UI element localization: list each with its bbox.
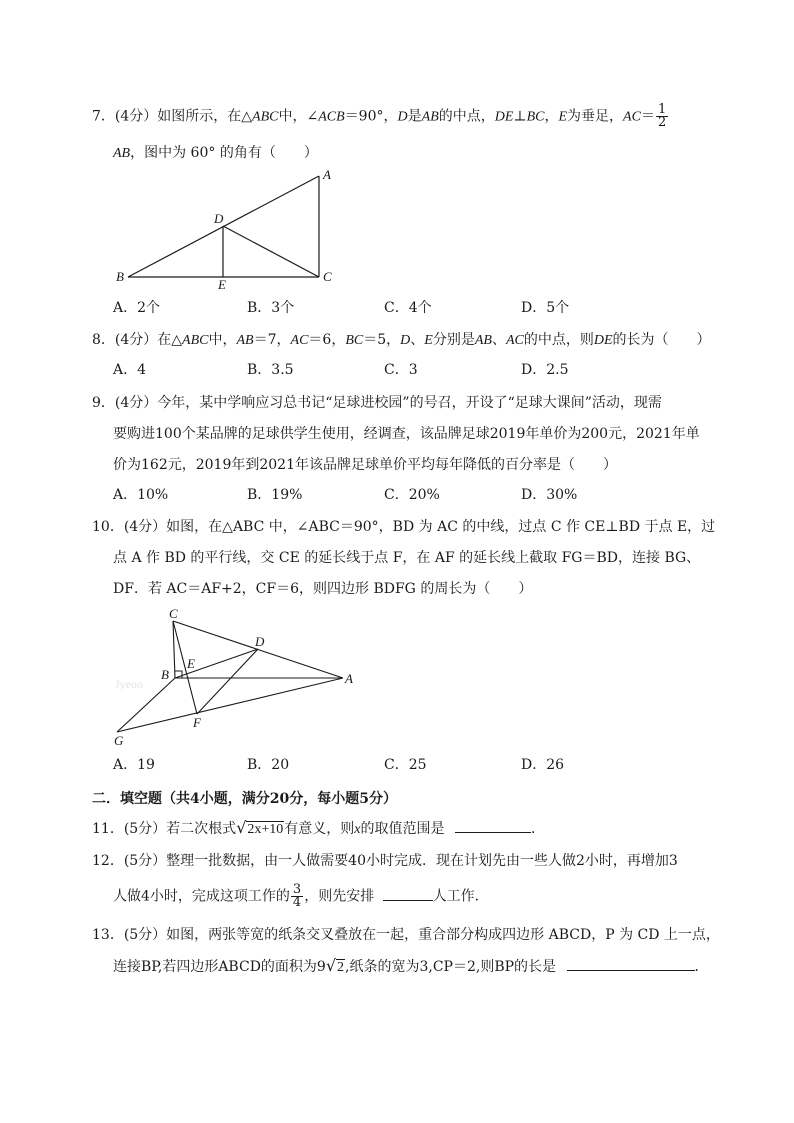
q10-option-d[interactable]: D．26 xyxy=(521,757,565,773)
q7-option-a[interactable]: A．2个 xyxy=(113,300,161,316)
fraction-three-quarters: $\frac{3}{4}$ xyxy=(292,882,302,910)
q10-line-3: DF．若 AC＝AF+2，CF＝6，则四边形 BDFG 的周长为（ ） xyxy=(113,581,533,597)
q12-line-2: 人做4小时，完成这项工作的 $\frac{3}{4}$ ，则先安排 人工作． xyxy=(113,882,489,910)
q9-option-a[interactable]: A．10% xyxy=(113,487,169,503)
q10-label-b: B xyxy=(161,667,169,682)
q8-line-1: 8．(4分）在△ABC中，AB＝7，AC＝6，BC＝5，D、E分别是AB、AC的中点，则DE的长为（ ） xyxy=(92,332,711,348)
section-fill-in-heading: 二．填空题（共4小题，满分20分，每小题5分） xyxy=(92,791,397,807)
q7-option-d[interactable]: D．5个 xyxy=(521,300,570,316)
q10-segment-df xyxy=(197,649,258,714)
q12-line-1: 12．(5分）整理一批数据，由一人做需要40小时完成．现在计划先由一些人做2小时，再增加3 xyxy=(92,853,678,869)
q10-option-c[interactable]: C．25 xyxy=(384,757,427,773)
q10-label-c: C xyxy=(169,606,178,621)
q7-line-2: AB，图中为 60° 的角有（ ） xyxy=(113,145,318,161)
q11-sqrt-expression: √2x+10 xyxy=(236,818,284,837)
q9-option-d[interactable]: D．30% xyxy=(521,487,578,503)
q7-line-1: 7．(4分）如图所示，在△ABC中，∠ACB＝90°，D是AB的中点，DE⊥BC，E为垂足，AC＝ $\frac{1}{2}$ xyxy=(92,102,667,130)
q8-option-b[interactable]: B．3.5 xyxy=(247,362,294,378)
q7-label-b: B xyxy=(116,269,124,284)
q13-answer-blank[interactable] xyxy=(567,956,695,971)
q10-line-1: 10．(4分）如图，在△ABC 中，∠ABC＝90°，BD 为 AC 的中线，过点 C 作 CE⊥BD 于点 E，过 xyxy=(92,519,716,535)
q11-answer-blank[interactable] xyxy=(455,818,531,833)
q10-watermark: Jyeoo xyxy=(115,677,143,691)
q9-line-3: 价为162元，2019年到2021年该品牌足球单价平均每年降低的百分率是（ ） xyxy=(113,457,617,473)
q7-option-c[interactable]: C．4个 xyxy=(384,300,432,316)
q8-option-d[interactable]: D．2.5 xyxy=(521,362,569,378)
q13-line-2: 连接BP,若四边形ABCD的面积为9√2,纸条的宽为3,CP＝2,则BP的长是 ． xyxy=(113,956,709,978)
sqrt-icon: √ xyxy=(236,818,247,837)
q9-line-2: 要购进100个某品牌的足球供学生使用，经调查，该品牌足球2019年单价为200元，2021年单 xyxy=(113,426,700,442)
q13-sqrt-expression: √2 xyxy=(325,956,345,975)
q10-label-f: F xyxy=(193,715,201,730)
q7-label-e: E xyxy=(218,277,226,292)
q8-option-a[interactable]: A．4 xyxy=(113,362,147,378)
q10-segment-ag xyxy=(117,678,343,732)
q10-option-a[interactable]: A．19 xyxy=(113,757,155,773)
q9-line-1: 9．(4分）今年，某中学响应习总书记“足球进校园”的号召，开设了“足球大课间”活动，现需 xyxy=(92,395,662,411)
fraction-one-half: $\frac{1}{2}$ xyxy=(657,102,667,130)
q10-label-d: D xyxy=(255,634,265,649)
q7-label-d: D xyxy=(214,211,224,226)
q10-figure xyxy=(105,605,360,750)
q10-label-e: E xyxy=(187,656,195,671)
q10-label-a: A xyxy=(345,671,353,686)
q7-label-a: A xyxy=(323,167,331,182)
q13-line-1: 13．(5分）如图，两张等宽的纸条交叉叠放在一起，重合部分构成四边形 ABCD，P 为 CD 上一点， xyxy=(92,927,720,943)
q7-option-b[interactable]: B．3个 xyxy=(247,300,295,316)
q9-option-c[interactable]: C．20% xyxy=(384,487,440,503)
q10-label-g: G xyxy=(114,733,124,748)
q7-segment-dc xyxy=(223,226,319,277)
q10-option-b[interactable]: B．20 xyxy=(247,757,290,773)
q12-answer-blank[interactable] xyxy=(383,886,433,901)
q7-label-c: C xyxy=(323,269,332,284)
q7-figure xyxy=(110,165,340,295)
q8-option-c[interactable]: C．3 xyxy=(384,362,418,378)
sqrt-icon: √ xyxy=(325,956,337,975)
q9-option-b[interactable]: B．19% xyxy=(247,487,303,503)
q10-line-2: 点 A 作 BD 的平行线，交 CE 的延长线于点 F，在 AF 的延长线上截取 FG＝BD，连接 BG、 xyxy=(113,550,701,566)
q11-line-1: 11．(5分）若二次根式√2x+10有意义，则x的取值范围是 ． xyxy=(92,818,545,840)
